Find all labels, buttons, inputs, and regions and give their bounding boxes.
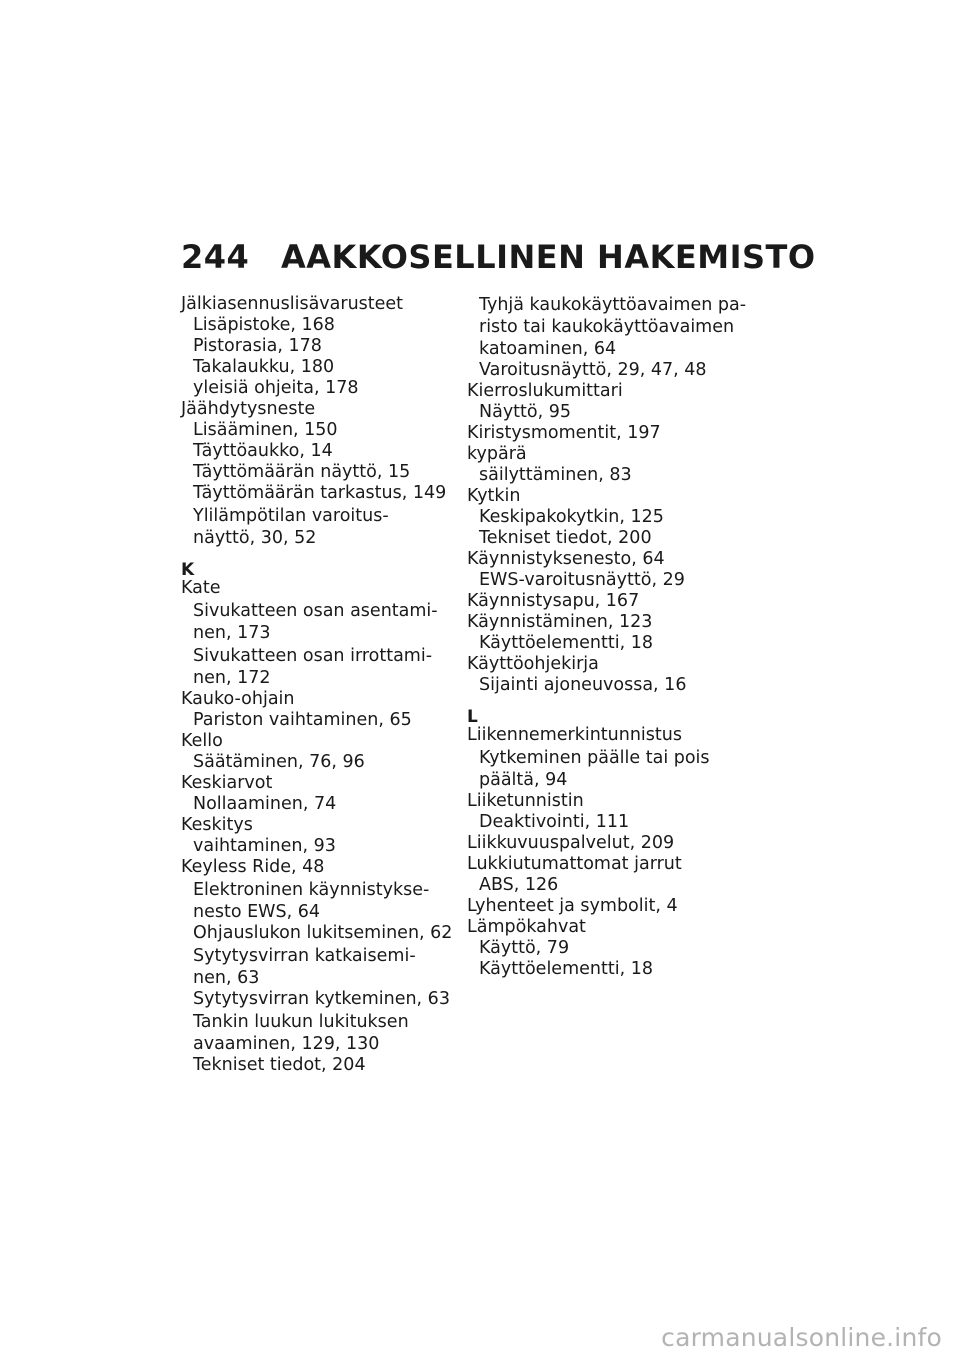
index-subterm-line: Tankin luukun lukituksen <box>193 1012 409 1032</box>
index-subterm-line: Sivukatteen osan asentami- <box>193 601 438 621</box>
index-column-right <box>467 294 757 980</box>
index-subterm-wrapped <box>181 600 451 644</box>
index-term: kypärä <box>467 444 527 464</box>
index-subterm-line: Kytkeminen päälle tai pois <box>479 748 710 768</box>
index-term: Liiketunnistin <box>467 791 584 811</box>
index-subterm: EWS-varoitusnäyttö, 29 <box>479 570 685 590</box>
index-subterm-line: nen, 173 <box>193 623 271 643</box>
index-term: Keyless Ride, 48 <box>181 857 325 877</box>
index-subterm: Varoitusnäyttö, 29, 47, 48 <box>479 360 707 380</box>
index-subterm-line: katoaminen, 64 <box>479 339 617 359</box>
index-subterm: Käyttöelementti, 18 <box>479 959 653 979</box>
index-subterm: Sytytysvirran kytkeminen, 63 <box>193 989 450 1009</box>
index-subterm: Keskipakokytkin, 125 <box>479 507 664 527</box>
index-term: Kello <box>181 731 223 751</box>
index-subterm: Sijainti ajoneuvossa, 16 <box>479 675 687 695</box>
index-subterm: ABS, 126 <box>479 875 559 895</box>
index-subterm-wrapped <box>467 747 757 791</box>
index-subterm-wrapped <box>181 1011 451 1055</box>
index-subterm: Täyttömäärän näyttö, 15 <box>193 462 411 482</box>
index-term: Käyttöohjekirja <box>467 654 599 674</box>
index-subterm: Ohjauslukon lukitseminen, 62 <box>193 923 453 943</box>
index-subterm-line: Ylilämpötilan varoitus- <box>193 506 389 526</box>
index-subterm: Pariston vaihtaminen, 65 <box>193 710 412 730</box>
index-subterm-line: näyttö, 30, 52 <box>193 528 317 548</box>
index-subterm: vaihtaminen, 93 <box>193 836 336 856</box>
index-term: Jäähdytysneste <box>181 399 316 419</box>
index-subterm: Käyttö, 79 <box>479 938 570 958</box>
index-subterm: Täyttömäärän tarkastus, 149 <box>193 483 447 503</box>
index-term: Jälkiasennuslisävarusteet <box>181 294 404 314</box>
index-subterm: Lisääminen, 150 <box>193 420 338 440</box>
index-subterm: yleisiä ohjeita, 178 <box>193 378 359 398</box>
index-term: Kiristysmomentit, 197 <box>467 423 661 443</box>
index-term: Lämpökahvat <box>467 917 586 937</box>
index-subterm-wrapped <box>181 645 451 689</box>
index-subterm: Lisäpistoke, 168 <box>193 315 335 335</box>
index-subterm: Näyttö, 95 <box>479 402 571 422</box>
index-term: Käynnistysapu, 167 <box>467 591 640 611</box>
index-subterm: Nollaaminen, 74 <box>193 794 337 814</box>
index-subterm-line: Sivukatteen osan irrottami- <box>193 646 433 666</box>
index-subterm-wrapped <box>181 945 451 989</box>
index-subterm-line: risto tai kaukokäyttöavaimen <box>479 317 735 337</box>
index-term: Käynnistäminen, 123 <box>467 612 653 632</box>
page-header <box>181 238 816 288</box>
index-subterm: Takalaukku, 180 <box>193 357 335 377</box>
index-subterm-line: nesto EWS, 64 <box>193 902 320 922</box>
page-number: 244 <box>181 238 250 276</box>
index-term: Lukkiutumattomat jarrut <box>467 854 682 874</box>
index-letter-heading: L <box>467 707 478 727</box>
index-subterm: Deaktivointi, 111 <box>479 812 630 832</box>
index-subterm: Tekniset tiedot, 204 <box>193 1055 366 1075</box>
index-subterm-line: nen, 63 <box>193 968 260 988</box>
index-column-left <box>181 294 451 1076</box>
index-subterm-line: Sytytysvirran katkaisemi- <box>193 946 416 966</box>
index-subterm: Tekniset tiedot, 200 <box>479 528 652 548</box>
index-term: Liikkuvuuspalvelut, 209 <box>467 833 675 853</box>
index-subterm-wrapped <box>181 505 451 549</box>
index-subterm-line: Tyhjä kaukokäyttöavaimen pa- <box>479 295 747 315</box>
index-term: Kytkin <box>467 486 521 506</box>
index-subterm-line: avaaminen, 129, 130 <box>193 1034 380 1054</box>
index-subterm: Pistorasia, 178 <box>193 336 322 356</box>
index-subterm: Säätäminen, 76, 96 <box>193 752 365 772</box>
index-subterm: Täyttöaukko, 14 <box>193 441 333 461</box>
index-subterm-line: Elektroninen käynnistykse- <box>193 880 430 900</box>
index-subterm-wrapped <box>181 879 451 923</box>
watermark-text: carmanualsonline.info <box>661 1323 942 1352</box>
index-subterm-line: päältä, 94 <box>479 770 568 790</box>
index-term: Käynnistyksenesto, 64 <box>467 549 665 569</box>
index-subterm: säilyttäminen, 83 <box>479 465 632 485</box>
index-subterm-line: nen, 172 <box>193 668 271 688</box>
index-term: Kauko-ohjain <box>181 689 295 709</box>
index-term: Kate <box>181 578 221 598</box>
index-term: Lyhenteet ja symbolit, 4 <box>467 896 678 916</box>
index-term: Keskiarvot <box>181 773 273 793</box>
index-term: Kierroslukumittari <box>467 381 623 401</box>
index-term: Keskitys <box>181 815 253 835</box>
index-letter-heading: K <box>181 560 195 580</box>
index-subterm-wrapped <box>467 294 757 360</box>
index-term: Liikennemerkintunnistus <box>467 725 682 745</box>
index-subterm: Käyttöelementti, 18 <box>479 633 653 653</box>
page-title: AAKKOSELLINEN HAKEMISTO <box>281 238 816 276</box>
